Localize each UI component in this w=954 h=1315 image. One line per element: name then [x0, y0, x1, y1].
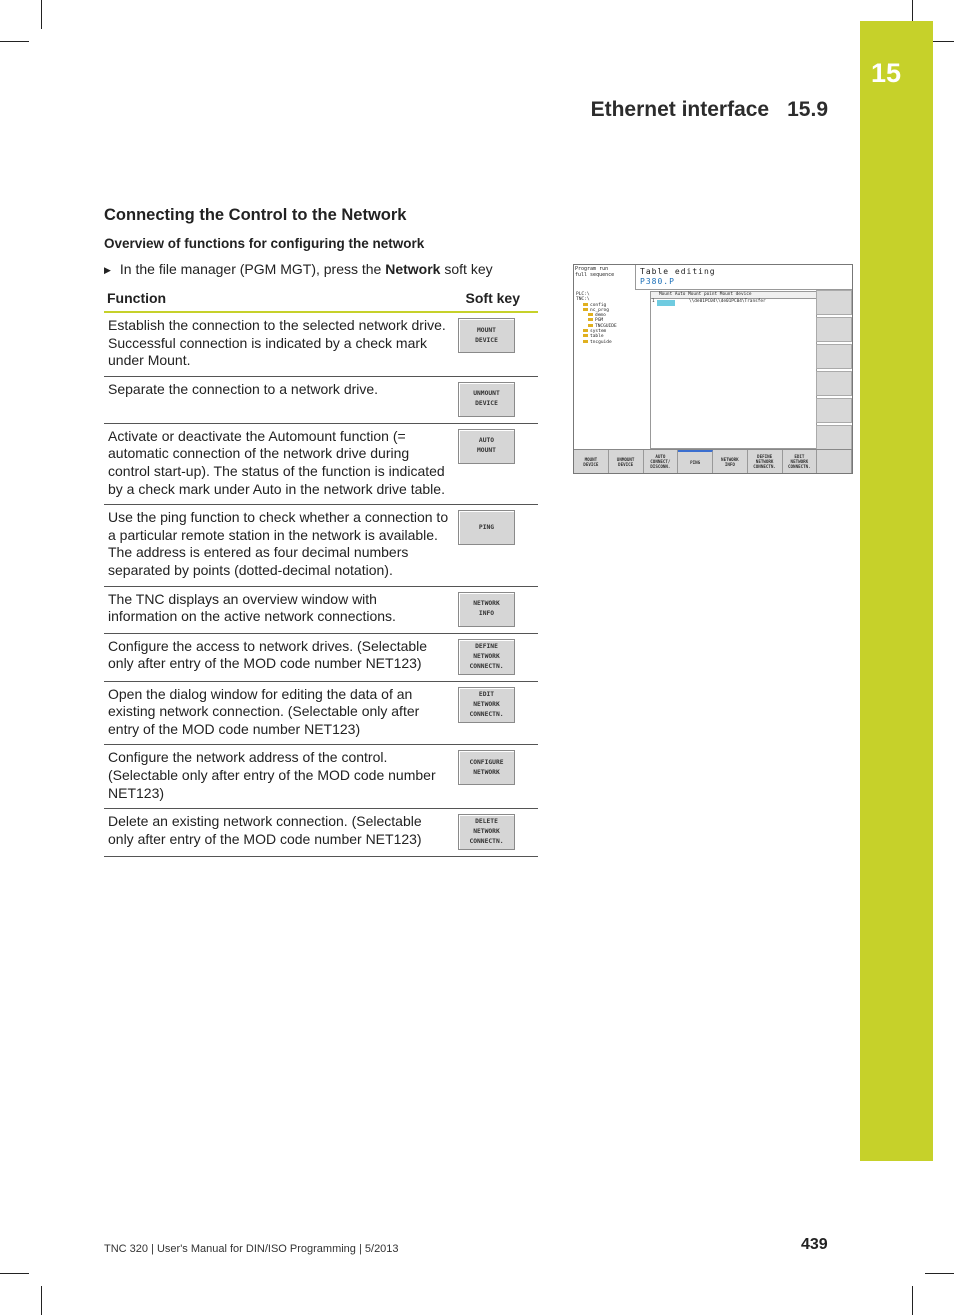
softkey-cell — [454, 423, 538, 504]
mode-line-1: Program run — [575, 266, 609, 272]
drive-table-row — [651, 299, 816, 307]
function-description: Activate or deactivate the Automount function (= automatic connection of the network drive during control start-up). The status of the function is indicated by a check mark under Auto in the network drive table. — [104, 423, 454, 504]
softkey-network[interactable] — [458, 592, 515, 627]
screen-program-name: P380.P — [640, 277, 675, 286]
function-description: Use the ping function to check whether a connection to a particular remote station in the network is available. The address is entered as four decimal numbers separated by points (dotted-decimal notation). — [104, 505, 454, 586]
softkey-mount[interactable] — [458, 318, 515, 353]
tree-item[interactable]: demo — [576, 313, 648, 318]
screen-softkey-label: AUTO — [655, 454, 666, 459]
screen-softkey-label: CONNECTN. — [788, 464, 811, 469]
table-row — [104, 586, 538, 633]
tree-item[interactable]: table — [576, 334, 648, 339]
screen-softkey[interactable] — [748, 450, 783, 473]
screen-mode-title: Table editing — [640, 267, 716, 276]
section-number: 15.9 — [787, 98, 828, 121]
header-softkey: Soft key — [454, 285, 538, 312]
screen-softkey-label: CONNECT/ — [650, 459, 671, 464]
softkey-label: PING — [478, 523, 495, 531]
chapter-number: 15 — [870, 58, 902, 88]
softkey-label: INFO — [478, 610, 495, 618]
function-description: The TNC displays an overview window with information on the active network connections. — [104, 586, 454, 633]
network-drive-table — [650, 291, 817, 449]
screen-softkey-label: MOUNT — [584, 456, 598, 462]
function-description: Configure the network address of the control. (Selectable only after entry of the MOD code number NET123) — [104, 745, 454, 809]
screen-softkey[interactable] — [644, 450, 679, 473]
side-softkey — [816, 425, 852, 450]
crop-mark — [0, 1273, 29, 1274]
tree-item[interactable]: system — [576, 329, 648, 334]
footer-text: TNC 320 | User's Manual for DIN/ISO Programming | 5/2013 — [104, 1243, 399, 1255]
screen-header — [635, 265, 852, 290]
softkey-label: NETWORK — [473, 768, 500, 776]
function-description: Establish the connection to the selected network drive. Successful connection is indicated by a check mark under Mount. — [104, 312, 454, 376]
softkey-label: DEVICE — [475, 336, 498, 344]
screen-softkey-label: CONNECTN. — [753, 464, 776, 469]
screen-softkey-label: DISCONN. — [650, 464, 671, 469]
side-softkey — [816, 317, 852, 342]
screen-softkey[interactable] — [783, 450, 818, 473]
softkey-cell — [454, 633, 538, 681]
softkey-cell — [454, 376, 538, 423]
softkey-cell — [454, 312, 538, 376]
screen-softkey-label: DEVICE — [618, 461, 634, 467]
instruction-step — [104, 261, 493, 277]
screen-softkey[interactable] — [678, 450, 713, 473]
softkey-cell — [454, 505, 538, 586]
screen-softkey-label: UNMOUNT — [616, 456, 635, 462]
crop-mark — [912, 1286, 913, 1315]
softkey-edit[interactable] — [458, 687, 515, 723]
function-description: Open the dialog window for editing the data of an existing network connection. (Selectable only after entry of the MOD code number NET123) — [104, 681, 454, 745]
softkey-unmount[interactable] — [458, 382, 515, 417]
softkey-cell — [454, 745, 538, 809]
softkey-label: DEFINE — [475, 642, 498, 650]
softkey-cell — [454, 809, 538, 857]
softkey-auto[interactable] — [458, 429, 515, 464]
function-description: Configure the access to network drives. (Selectable only after entry of the MOD code number NET123) — [104, 633, 454, 681]
softkey-label: NETWORK — [473, 600, 500, 608]
softkey-label: CONNECTN. — [469, 710, 504, 718]
screen-softkey-label: INFO — [724, 461, 735, 467]
screen-softkey[interactable] — [574, 450, 609, 473]
softkey-configure[interactable] — [458, 750, 515, 785]
function-description: Separate the connection to a network drive. — [104, 376, 454, 423]
screen-softkey-scroll[interactable] — [817, 450, 852, 473]
step-prefix: In the file manager (PGM MGT), press the — [119, 261, 386, 277]
softkey-label: NETWORK — [473, 700, 500, 708]
softkey-ping[interactable] — [458, 510, 515, 545]
row-path: \\de01PC04\\de01PC04\Transfer — [689, 299, 766, 304]
tnc-screenshot — [573, 264, 853, 474]
tree-item[interactable]: TNCGUIDE — [576, 324, 648, 329]
step-suffix: soft key — [440, 261, 493, 277]
softkey-delete[interactable] — [458, 814, 515, 850]
side-softkey — [816, 290, 852, 315]
screen-softkey-label: NETWORK — [755, 459, 774, 464]
crop-mark — [0, 41, 29, 42]
screen-softkey-label: NETWORK — [790, 459, 809, 464]
table-row — [104, 312, 538, 376]
row-highlight — [657, 300, 675, 306]
chapter-tab — [860, 21, 933, 1161]
screen-softkey-label: DEVICE — [583, 461, 599, 467]
softkey-label: AUTO — [478, 437, 495, 445]
mode-line-2: full sequence — [575, 272, 615, 278]
softkey-label: EDIT — [478, 690, 495, 698]
crop-mark — [925, 1273, 954, 1274]
tree-item[interactable]: tncguide — [576, 340, 648, 345]
crop-mark — [41, 1286, 42, 1315]
screen-softkey[interactable] — [609, 450, 644, 473]
softkey-cell — [454, 586, 538, 633]
function-table — [104, 285, 538, 857]
softkey-label: DELETE — [475, 818, 498, 826]
side-softkey — [816, 371, 852, 396]
side-softkey — [816, 398, 852, 423]
screen-softkey[interactable] — [713, 450, 748, 473]
horizontal-softkey-bar — [574, 449, 852, 473]
table-row — [104, 376, 538, 423]
side-softkey — [816, 344, 852, 369]
header-function: Function — [104, 285, 454, 312]
softkey-label: DEVICE — [475, 400, 498, 408]
screen-mode-label — [575, 266, 635, 288]
tree-item[interactable]: config — [576, 303, 648, 308]
table-row — [104, 745, 538, 809]
directory-tree — [576, 292, 648, 345]
tree-item[interactable]: PGM — [576, 318, 648, 323]
softkey-label: NETWORK — [473, 652, 500, 660]
vertical-softkey-bar — [816, 290, 852, 452]
screen-softkey-label: PING — [690, 460, 701, 465]
softkey-define[interactable] — [458, 639, 515, 675]
softkey-label: UNMOUNT — [473, 390, 500, 398]
softkey-label: NETWORK — [473, 828, 500, 836]
table-row — [104, 505, 538, 586]
tree-item[interactable]: TNC:\ — [576, 297, 590, 303]
softkey-cell — [454, 681, 538, 745]
screen-softkey-label: NETWORK — [721, 456, 739, 462]
screen-softkey-label: DEFINE — [757, 454, 773, 459]
row-number: 1 — [652, 299, 655, 304]
chapter-title: Ethernet interface — [590, 98, 770, 121]
screen-softkey-label: EDIT — [794, 454, 805, 459]
tree-item[interactable]: PLC:\ — [576, 292, 590, 297]
table-row — [104, 423, 538, 504]
softkey-label: CONNECTN. — [469, 838, 504, 846]
table-row — [104, 633, 538, 681]
table-header-row — [104, 285, 538, 312]
tree-item[interactable]: nc_prog — [576, 308, 648, 313]
softkey-label: CONFIGURE — [469, 758, 504, 766]
page-number: 439 — [801, 1236, 828, 1253]
triangle-bullet-icon: ▶ — [104, 265, 111, 275]
softkey-label: MOUNT — [477, 447, 496, 455]
function-description: Delete an existing network connection. (Selectable only after entry of the MOD code number NET123) — [104, 809, 454, 857]
subheading: Overview of functions for configuring the network — [104, 236, 425, 251]
table-row — [104, 809, 538, 857]
drive-table-header: Mount Auto Mount point Mount device — [651, 292, 816, 299]
softkey-label: MOUNT — [477, 326, 496, 334]
table-row — [104, 681, 538, 745]
softkey-label: CONNECTN. — [469, 662, 504, 670]
crop-mark — [41, 0, 42, 29]
section-heading: Connecting the Control to the Network — [104, 206, 407, 224]
running-head — [591, 98, 828, 122]
step-keyword: Network — [385, 261, 441, 277]
